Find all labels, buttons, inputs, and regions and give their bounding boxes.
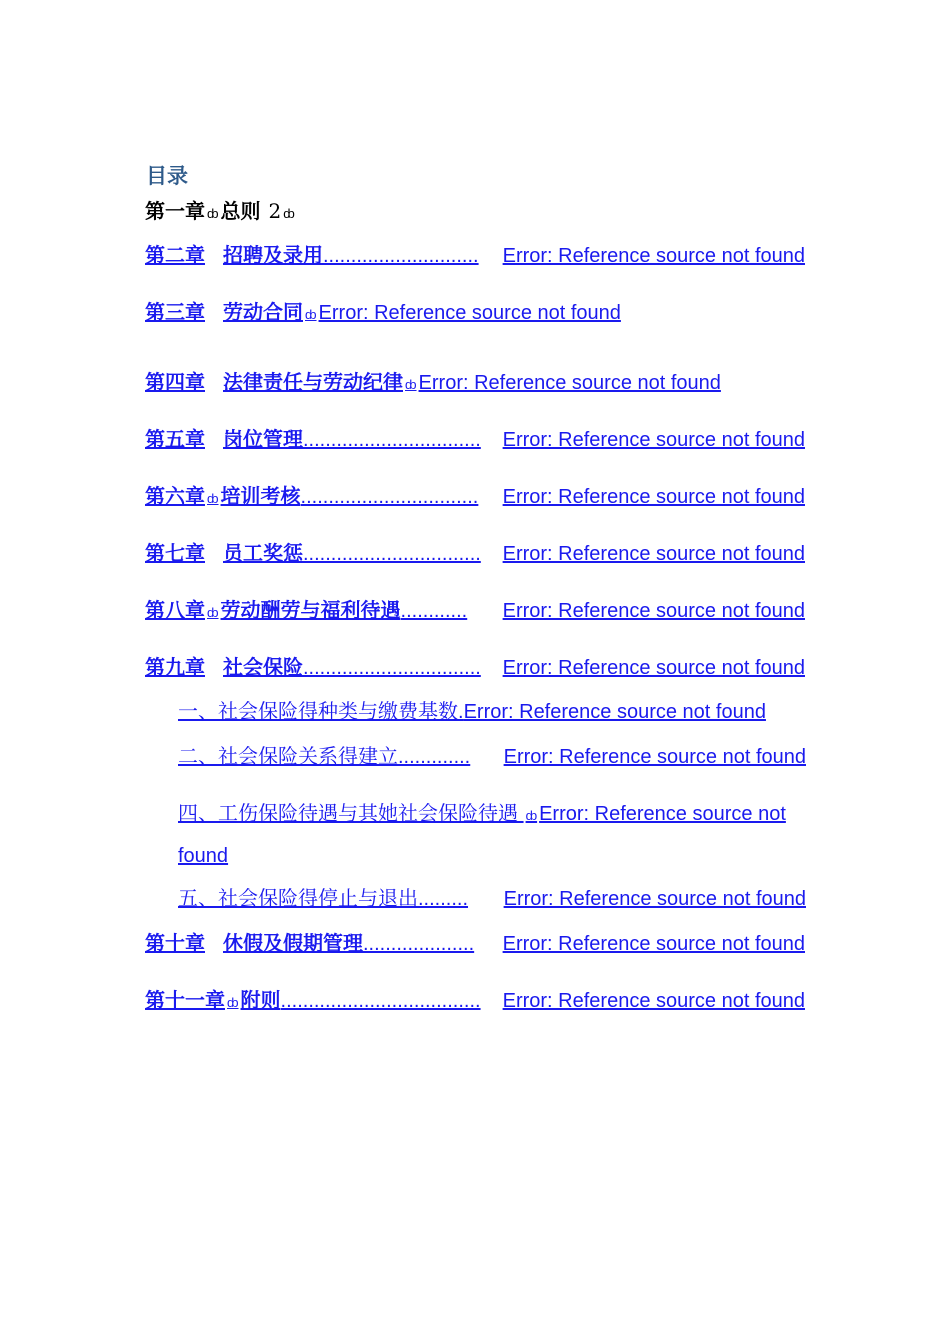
- reference-error: Error: Reference source not found: [502, 429, 805, 451]
- chapter-label: 第五章: [145, 427, 205, 451]
- section-title: 一、社会保险得种类与缴费基数: [178, 699, 458, 723]
- chapter-title: 劳动合同: [223, 300, 303, 324]
- chapter-title: 休假及假期管理: [223, 931, 363, 955]
- reference-error: Error: Reference source not found: [318, 302, 621, 324]
- chapter-title: 招聘及录用: [223, 243, 323, 267]
- toc-entry-chapter-9[interactable]: [145, 654, 805, 681]
- leader-dots: ................................: [303, 657, 481, 679]
- leader-dots: ....................................: [280, 990, 481, 1012]
- toc-entry-chapter-7[interactable]: [145, 540, 805, 567]
- toc-entry-chapter-3[interactable]: [145, 299, 805, 328]
- leader-dots: ................................: [303, 429, 481, 451]
- section-title: 五、社会保险得停止与退出: [178, 886, 418, 910]
- toc-entry-chapter-10[interactable]: [145, 930, 805, 957]
- section-title: 四、工伤保险待遇与其她社会保险待遇: [178, 801, 518, 825]
- leader-dots: ............................: [323, 245, 479, 267]
- chapter-label: 第四章: [145, 370, 205, 394]
- separator-glyph: ȸ: [227, 995, 239, 1010]
- chapter-label: 第七章: [145, 541, 205, 565]
- chapter-title: 员工奖惩: [223, 541, 303, 565]
- toc-entry-chapter-11[interactable]: [145, 987, 805, 1016]
- toc-entry-chapter-8[interactable]: [145, 597, 805, 626]
- leader-dots: ............: [400, 600, 468, 622]
- separator-glyph: ȸ: [283, 206, 295, 221]
- leader-dots: .............: [398, 746, 471, 768]
- reference-error: Error: Reference source not found: [463, 701, 766, 723]
- chapter-label: 第三章: [145, 300, 205, 324]
- page-number: 2: [268, 199, 282, 223]
- toc-entry-chapter-6[interactable]: [145, 483, 805, 512]
- reference-error: Error: Reference source not found: [502, 933, 805, 955]
- chapter-label: 第六章: [145, 484, 205, 508]
- chapter-label: 第八章: [145, 598, 205, 622]
- leader-dots: ................................: [303, 543, 481, 565]
- toc-entry-chapter-1: [145, 198, 805, 227]
- toc-entry-chapter-4[interactable]: [145, 369, 805, 398]
- chapter-title: 附则: [240, 988, 281, 1012]
- chapter-label: 第十一章: [145, 988, 225, 1012]
- reference-error: Error: Reference source not found: [503, 888, 806, 910]
- separator-glyph: ȸ: [207, 206, 219, 221]
- chapter-label: 第十章: [145, 931, 205, 955]
- leader-dots: .........: [418, 888, 469, 910]
- chapter-title: 岗位管理: [223, 427, 303, 451]
- section-title: 二、社会保险关系得建立: [178, 744, 398, 768]
- toc-subentry-4[interactable]: [178, 793, 806, 876]
- separator-glyph: ȸ: [207, 605, 219, 620]
- chapter-title: 培训考核: [220, 484, 301, 508]
- reference-error: Error: Reference source not found: [502, 486, 805, 508]
- toc-subentry-5[interactable]: [178, 885, 806, 912]
- toc-title: 目录: [146, 164, 188, 188]
- chapter-label: 第一章: [145, 199, 205, 223]
- reference-error: Error: Reference source not found: [502, 543, 805, 565]
- reference-error: Error: Reference source not found: [502, 990, 805, 1012]
- leader-dots: ....................: [363, 933, 475, 955]
- chapter-title: 社会保险: [223, 655, 303, 679]
- chapter-title: 劳动酬劳与福利待遇: [220, 598, 401, 622]
- toc-subentry-2[interactable]: [178, 743, 806, 770]
- reference-error: Error: Reference source not found: [178, 803, 786, 867]
- chapter-label: 第九章: [145, 655, 205, 679]
- reference-error: Error: Reference source not found: [502, 245, 805, 267]
- chapter-title: 总则: [220, 199, 261, 223]
- toc-entry-chapter-2[interactable]: [145, 242, 805, 269]
- separator-glyph: ȸ: [525, 808, 538, 823]
- separator-glyph: ȸ: [405, 377, 417, 392]
- reference-error: Error: Reference source not found: [502, 657, 805, 679]
- leader-dots: ................................: [300, 486, 479, 508]
- reference-error: Error: Reference source not found: [503, 746, 806, 768]
- chapter-title: 法律责任与劳动纪律: [223, 370, 403, 394]
- reference-error: Error: Reference source not found: [418, 372, 721, 394]
- reference-error: Error: Reference source not found: [502, 600, 805, 622]
- separator-glyph: ȸ: [207, 491, 219, 506]
- toc-subentry-1[interactable]: [178, 698, 806, 725]
- leader-dots: .: [458, 701, 464, 723]
- separator-glyph: ȸ: [305, 307, 317, 322]
- chapter-label: 第二章: [145, 243, 205, 267]
- toc-entry-chapter-5[interactable]: [145, 426, 805, 453]
